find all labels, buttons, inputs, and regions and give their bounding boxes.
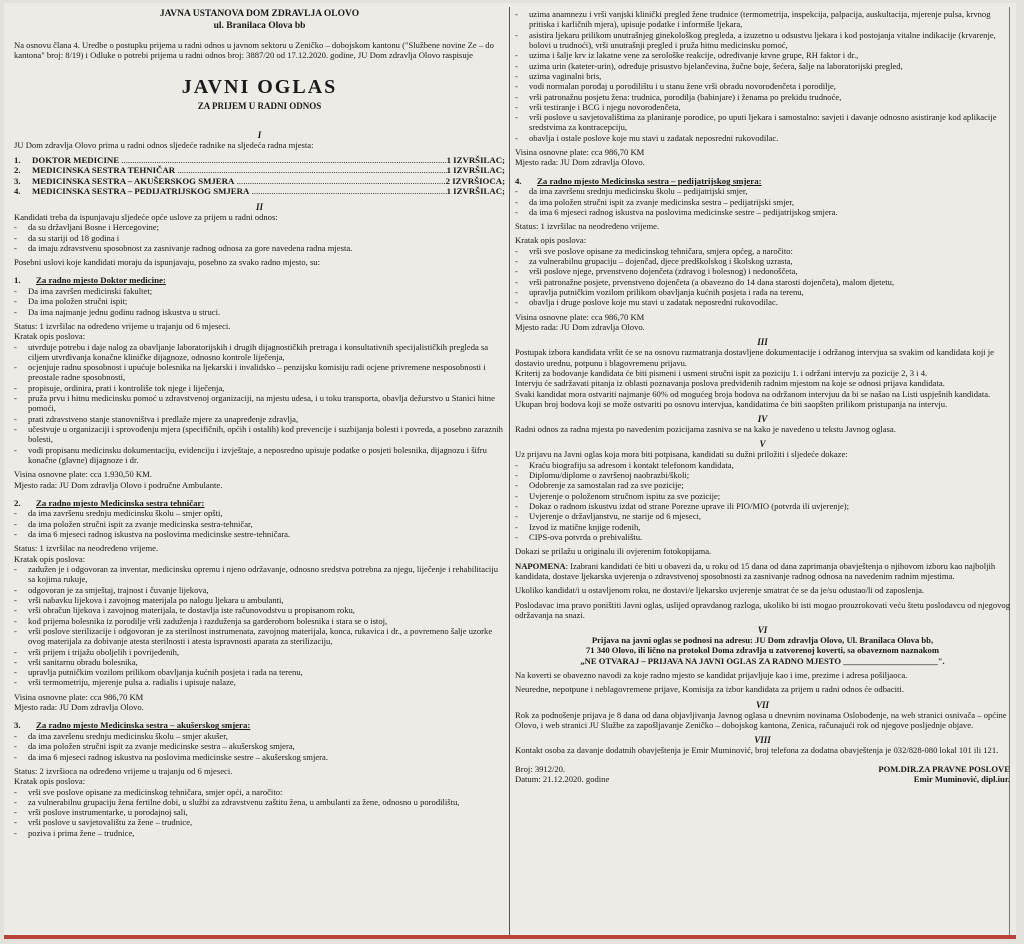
bullet-marker: - bbox=[14, 807, 17, 818]
section-3-p2: Kriterij za bodovanje kandidata će biti pismeni i usmeni stručni ispit za poziciju 1. i održani intervju za pozicije 2, 3 i 4. bbox=[515, 367, 928, 378]
requirement-item bbox=[14, 307, 505, 317]
position-number: 2. bbox=[14, 165, 21, 176]
duty-item-text: za vulnerabilnu grupaciju žena fertilne dobi, u službi za zdravstvenu zaštitu žena, u ambulanti za žene, odnosno u porodilištu, bbox=[28, 796, 460, 807]
position-2-salary: Visina osnovne plate: cca 986,70 KM bbox=[14, 691, 144, 702]
position-2-status: Status: 1 izvršilac na neodređeno vrijeme. bbox=[14, 543, 159, 554]
position-4-duties-label: Kratak opis poslova: bbox=[515, 235, 587, 246]
bullet-marker: - bbox=[14, 341, 17, 352]
bullet-marker: - bbox=[14, 362, 17, 373]
document-item bbox=[515, 522, 1010, 532]
duty-item bbox=[515, 246, 1010, 256]
requirement-item-text: da ima položen stručni ispit za zvanje medicinska sestra – pedijatrijski smjer, bbox=[529, 196, 795, 207]
duty-item-text: vrši sve poslove opisane za medicinskog tehničara, smjera općeg, a naročito: bbox=[529, 245, 793, 256]
position-1-status: Status: 1 izvršilac na određeno vrijeme u trajanju od 6 mjeseci. bbox=[14, 320, 231, 331]
position-1-duties-label: Kratak opis poslova: bbox=[14, 331, 86, 342]
duty-item bbox=[14, 605, 505, 615]
section-5-number: V bbox=[759, 439, 766, 450]
note-text: : Izabrani kandidati će biti u obavezi da, u roku od 15 dana od dana zaprimanja obavještenja o njihovom izboru kao najboljih kandidata, dostave ljekarska uvjerenja o zdravstvenoj sposobnosti za zasnivanje radnog odnosa na navedenim radnim mjestima. bbox=[515, 560, 996, 581]
general-condition bbox=[14, 243, 505, 253]
section-8-p1: Kontakt osoba za davanje dodatnih obavještenja je Emir Muminović, broj telefona za dodatna obavještenja je 032/828-080 lokal 101 ili 121. bbox=[515, 745, 999, 756]
requirement-item bbox=[14, 731, 505, 741]
document-item-text: Izvod iz matične knjige rođenih, bbox=[529, 521, 641, 532]
position-4-status: Status: 1 izvršilac na neodređeno vrijeme. bbox=[515, 221, 660, 232]
position-3-duties-label: Kratak opis poslova: bbox=[14, 776, 86, 787]
bullet-marker: - bbox=[515, 81, 518, 92]
duty-item-text: uzima anamnezu i vrši vanjski klinički pregled žene trudnice (termometrija, inspekcija, palpacija, auskultacija, mjerenje pulsa, krvnog pritiska i karličnih mjera), upisuje podatke i informiše ljekara, bbox=[529, 9, 991, 30]
position-count: 1 IZVRŠILAC; bbox=[446, 186, 505, 197]
general-condition bbox=[14, 222, 505, 232]
section-1-number: I bbox=[257, 130, 262, 141]
bullet-marker: - bbox=[14, 817, 17, 828]
page-subtitle: ZA PRIJEM U RADNI ODNOS bbox=[197, 101, 322, 112]
position-2-requirements bbox=[14, 508, 505, 539]
position-4-heading: 4. Za radno mjesto Medicinska sestra – pedijatrijskog smjera: bbox=[515, 175, 762, 186]
duty-item-text: uzima vaginalni bris, bbox=[529, 70, 602, 81]
bullet-marker: - bbox=[14, 306, 17, 317]
bullet-marker: - bbox=[14, 382, 17, 393]
bullet-marker: - bbox=[14, 751, 17, 762]
bullet-marker: - bbox=[515, 70, 518, 81]
position-list-item bbox=[14, 176, 505, 187]
position-3-place: Mjesto rada: JU Dom zdravlja Olovo. bbox=[515, 157, 645, 168]
duty-item bbox=[515, 71, 1010, 81]
duty-item bbox=[14, 424, 505, 445]
document-item-text: Odobrenje za samostalan rad za sve pozicije; bbox=[529, 480, 684, 491]
position-count: 2 IZVRŠIOCA; bbox=[445, 175, 505, 186]
position-3-duties bbox=[14, 787, 505, 839]
bullet-marker: - bbox=[14, 677, 17, 688]
signer-name: Emir Muminović, dipl.iur. bbox=[913, 773, 1010, 784]
duty-item-text: poziva i prima žene – trudnice, bbox=[28, 827, 135, 838]
position-1-heading: 1. Za radno mjesto Doktor medicine: bbox=[14, 275, 166, 286]
section-5-intro: Uz prijavu na Javni oglas koja mora biti potpisana, kandidati su dužni priložiti i sljedeće dokaze: bbox=[515, 449, 848, 460]
reference-date: Datum: 21.12.2020. godine bbox=[515, 773, 610, 784]
intro-paragraph: Na osnovu člana 4. Uredbe o postupku prijema u radni odnos u javnom sektoru u Zeničko – dobojskom kantonu ("Službene novine Ze – do kantona" broj: 8/19) i Odluke o potrebi prijema u radni odnos broj: 3887/20 od 17.12.2020. godine, JU Dom zdravlja Olovo raspisuje bbox=[14, 39, 494, 61]
requirement-item bbox=[14, 752, 505, 762]
duty-item bbox=[14, 667, 505, 677]
section-4-p1: Radni odnos za radna mjesta po navedenim pozicijama zasniva se na kako je navedeno u tekstu Javnog oglasa. bbox=[515, 424, 896, 435]
requirement-item-text: Da ima završen medicinski fakultet; bbox=[28, 285, 153, 296]
position-number: 3. bbox=[14, 175, 21, 186]
duty-item bbox=[14, 362, 505, 383]
position-4-requirements bbox=[515, 186, 1010, 217]
special-conditions-intro: Posebni uslovi koje kandidati moraju da ispunjavaju, posebno za svako radno mjesto, su: bbox=[14, 257, 320, 268]
position-list-item bbox=[14, 186, 505, 197]
position-name: MEDICINSKA SESTRA – PEDIJATRIJSKOG SMJERA ..... bbox=[32, 186, 447, 197]
section-6-address-line3: „NE OTVARAJ – PRIJAVA NA JAVNI OGLAS ZA RADNO MJESTO ______________________". bbox=[580, 655, 945, 666]
section-6-number: VI bbox=[757, 625, 768, 636]
requirement-item-text: da ima završenu srednju medicinsku školu – smjer opšti, bbox=[28, 508, 223, 519]
duty-item-text: vrši patronažne posjete, prvenstveno dojenčeta (a obavezno do 14 dana starosti dojenčeta), malom djetetu, bbox=[529, 276, 895, 287]
section-3-p1: Postupak izbora kandidata vršit će se na osnovu razmatranja dostavljene dokumentacije i održanog intervjua sa svakim od kandidata koji je dostavio urednu, potpunu i blagovremenu prijavu. bbox=[515, 347, 994, 368]
general-condition-text: da imaju zdravstvenu sposobnost za zasnivanje radnog odnosa za gore navedena radna mjesta. bbox=[28, 242, 353, 253]
bullet-marker: - bbox=[14, 584, 17, 595]
bullet-marker: - bbox=[515, 50, 518, 61]
bullet-marker: - bbox=[14, 232, 17, 243]
duty-item-text: kod prijema bolesnika iz porodilje vrši zaduženja i razduženja sa garderobom bolesnika i stara se o istoj, bbox=[28, 615, 388, 626]
position-4-salary: Visina osnovne plate: cca 986,70 KM bbox=[515, 311, 645, 322]
duty-item-text: zadužen je i odgovoran za inventar, medicinsku opremu i njeno održavanje, odnosno sredstva potrebna za njegu, liječenje i rehabilitaciju sa kojima rukuje, bbox=[28, 564, 498, 585]
position-number: 1. bbox=[14, 154, 21, 165]
bullet-marker: - bbox=[515, 521, 518, 532]
document-item bbox=[515, 501, 1010, 511]
bullet-marker: - bbox=[14, 222, 17, 233]
requirement-item-text: da ima završenu srednju medicinsku školu – smjer akušer, bbox=[28, 730, 228, 741]
section-5-copies: Dokazi se prilažu u originalu ili ovjerenim fotokopijama. bbox=[515, 546, 712, 557]
bullet-marker: - bbox=[14, 444, 17, 455]
duty-item bbox=[515, 50, 1010, 60]
bottom-color-strip bbox=[4, 935, 1016, 939]
duty-item-text: za vulnerabilnu grupaciju – dojenčad, djece predškolskog i školskog uzrasta, bbox=[529, 256, 793, 267]
bullet-marker: - bbox=[515, 112, 518, 123]
bullet-marker: - bbox=[515, 245, 518, 256]
section-3-number: III bbox=[757, 337, 768, 348]
bullet-marker: - bbox=[515, 287, 518, 298]
position-name: DOKTOR MEDICINE ..... bbox=[32, 155, 447, 166]
section-6-address-line1: Prijava na javni oglas se podnosi na adresu: JU Dom zdravlja Olovo, Ul. Branilaca Olova bb, bbox=[591, 635, 934, 646]
bullet-marker: - bbox=[14, 625, 17, 636]
duty-item-text: pruža prvu i hitnu medicinsku pomoć u zdravstvenoj organizaciji, na mjestu udesa, i u toku transporta, obavlja dežurstvo u Stanici hitne pomoći, bbox=[28, 393, 495, 414]
institution-name: JAVNA USTANOVA DOM ZDRAVLJA OLOVO bbox=[159, 9, 360, 19]
bullet-marker: - bbox=[515, 297, 518, 308]
duty-item bbox=[515, 92, 1010, 102]
requirement-item bbox=[14, 508, 505, 518]
duty-item bbox=[14, 564, 505, 585]
position-count: 1 IZVRŠILAC; bbox=[446, 154, 505, 165]
document-item bbox=[515, 480, 1010, 490]
duty-item bbox=[14, 383, 505, 393]
section-2-intro: Kandidati treba da ispunjavaju sljedeće opće uslove za prijem u radni odnos: bbox=[14, 211, 278, 222]
section-3-p3: Intervju će sadržavati pitanja iz oblasti poznavanja poslova predviđenih radnim mjestom na koje se odnosi prijava kandidata. bbox=[515, 378, 945, 389]
position-list-item bbox=[14, 155, 505, 166]
section-3-p4: Svaki kandidat mora ostvariti najmanje 60% od mogućeg broja bodova na održanom intervjuu da bi se našao na Listi uspješnih kandidata. bbox=[515, 388, 991, 399]
section-8-number: VIII bbox=[754, 735, 771, 746]
bullet-marker: - bbox=[515, 60, 518, 71]
duty-item-text: ocjenjuje radnu sposobnost i upućuje bolesnika na ljekarski i invalidsko – penzijsku komisiju radi ocjene privremene nesposobnosti i preostale radne sposobnosti, bbox=[28, 362, 486, 383]
bullet-marker: - bbox=[14, 615, 17, 626]
column-divider bbox=[509, 7, 510, 935]
requirement-item-text: da ima završenu srednju medicinsku školu – pedijatrijski smjer, bbox=[529, 186, 748, 197]
duty-item bbox=[515, 81, 1010, 91]
duty-item bbox=[14, 626, 505, 647]
duty-item bbox=[515, 277, 1010, 287]
position-1-duties bbox=[14, 342, 505, 466]
duty-item bbox=[515, 297, 1010, 307]
duty-item-text: uzima i šalje krv iz lakatne vene za serološke reakcije, određivanje krvne grupe, RH faktor i dr., bbox=[529, 50, 859, 61]
position-3-status: Status: 2 izvršioca na određeno vrijeme u trajanju od 6 mjeseci. bbox=[14, 765, 233, 776]
bullet-marker: - bbox=[14, 827, 17, 838]
duty-item-text: vrši nabavku lijekova i zavojnog materijala po nalogu ljekara u ambulanti, bbox=[28, 594, 284, 605]
bullet-marker: - bbox=[515, 490, 518, 501]
duty-item bbox=[14, 414, 505, 424]
bullet-marker: - bbox=[14, 564, 17, 575]
document-item-text: Diplomu/diplome o završenoj naobrazbi/školi; bbox=[529, 470, 690, 481]
section-6-address-line2: 71 340 Olovo, ili lično na protokol Doma zdravlja u zatvorenoj koverti, sa obaveznom naznakom bbox=[586, 645, 939, 656]
duty-item-text: vrši testiranje i BCG i njegu novorođenčeta, bbox=[529, 101, 681, 112]
general-condition-text: da su stariji od 18 godina i bbox=[28, 232, 120, 243]
bullet-marker: - bbox=[515, 9, 518, 19]
bullet-marker: - bbox=[14, 296, 17, 307]
duty-item-text: vrši poslove instrumentarke, u porodajnoj sali, bbox=[28, 807, 188, 818]
position-3-salary: Visina osnovne plate: cca 986,70 KM bbox=[515, 147, 645, 158]
duty-item-text: prati zdravstveno stanje stanovništva i predlaže mjere za unapređenje zdravlja, bbox=[28, 413, 299, 424]
requirement-item-text: da ima 6 mjeseci radnog iskustva na poslovima medicinske sestre – pedijatrijskog smjera. bbox=[529, 206, 838, 217]
requirement-item bbox=[14, 296, 505, 306]
position-2-duties bbox=[14, 564, 505, 688]
section-5-fail: Ukoliko kandidat/i u ostavljenom roku, ne dostavi/e ljekarsko uvjerenje smatrat će se da je/su odustao/li od zaposlenja. bbox=[515, 585, 925, 596]
bullet-marker: - bbox=[14, 667, 17, 678]
requirement-item-text: da ima položen stručni ispit za zvanje medicinske sestra – akušerskog smjera, bbox=[28, 741, 295, 752]
section-6-p2: Neuredne, nepotpune i neblagovremene prijave, Komisija za izbor kandidata za prijem u radni odnos će odbaciti. bbox=[515, 684, 904, 695]
position-name: MEDICINSKA SESTRA TEHNIČAR ..... bbox=[32, 165, 447, 176]
footer-reference bbox=[515, 764, 609, 785]
bullet-marker: - bbox=[515, 101, 518, 112]
bullet-marker: - bbox=[14, 413, 17, 424]
duty-item bbox=[14, 677, 505, 687]
bullet-marker: - bbox=[14, 393, 17, 404]
general-conditions-list bbox=[14, 222, 505, 253]
requirement-item-text: Da ima najmanje jednu godinu radnog iskustva u struci. bbox=[28, 306, 221, 317]
duty-item-text: vrši obračun lijekova i zavojnog materijala, te dostavlja iste računovodstvu u propisanom roku, bbox=[28, 605, 355, 616]
position-list-item bbox=[14, 165, 505, 176]
bullet-marker: - bbox=[14, 508, 17, 519]
general-condition-text: da su državljani Bosne i Hercegovine; bbox=[28, 222, 160, 233]
requirement-item bbox=[14, 519, 505, 529]
bullet-marker: - bbox=[515, 480, 518, 491]
bullet-marker: - bbox=[14, 796, 17, 807]
duty-item-text: utvrđuje potrebu i daje nalog za obavljanje laboratorijskih i drugih dijagnostičkih pretraga i konsultativnih specijalističkih pregleda sa ciljem utvrđivanja konačne kliničke dijagnoze, odnosno kontrole liječenja, bbox=[28, 341, 489, 362]
requirement-item bbox=[515, 186, 1010, 196]
requirement-item bbox=[14, 286, 505, 296]
requirement-item bbox=[515, 207, 1010, 217]
positions-list bbox=[14, 155, 505, 197]
bullet-marker: - bbox=[14, 605, 17, 616]
position-3-requirements bbox=[14, 731, 505, 762]
note-label: NAPOMENA bbox=[515, 560, 566, 571]
requirement-item-text: da ima položen stručni ispit za zvanje medicinska sestra-tehničar, bbox=[28, 518, 253, 529]
duty-item-text: vrši poslove u savjetovalištima za planiranje porodice, po uputi ljekara i samostalno: savjeti i davanje odnosno asistiranje kod aplikacije sredstvima za kontracepciju, bbox=[529, 112, 997, 133]
position-4-duties bbox=[515, 246, 1010, 308]
general-condition bbox=[14, 233, 505, 243]
bullet-marker: - bbox=[14, 786, 17, 797]
bullet-marker: - bbox=[515, 531, 518, 542]
duty-item bbox=[14, 342, 505, 363]
position-number: 4. bbox=[14, 186, 21, 197]
duty-item bbox=[515, 133, 1010, 143]
duty-item bbox=[14, 616, 505, 626]
duty-item bbox=[14, 828, 505, 838]
position-3-duties-continued bbox=[515, 9, 1010, 143]
bullet-marker: - bbox=[515, 206, 518, 217]
bullet-marker: - bbox=[515, 501, 518, 512]
bullet-marker: - bbox=[14, 594, 17, 605]
document-item bbox=[515, 511, 1010, 521]
section-5-note bbox=[515, 561, 1010, 582]
position-count: 1 IZVRŠILAC; bbox=[446, 165, 505, 176]
duty-item-text: odgovoran je za smještaj, trajnost i čuvanje lijekova, bbox=[28, 584, 209, 595]
requirement-item bbox=[14, 741, 505, 751]
signer-title: POM.DIR.ZA PRAVNE POSLOVE bbox=[878, 763, 1010, 774]
left-column bbox=[14, 9, 505, 935]
duty-item bbox=[14, 797, 505, 807]
bullet-marker: - bbox=[515, 266, 518, 277]
position-1-place: Mjesto rada: JU Dom zdravlja Olovo i područne Ambulante. bbox=[14, 479, 223, 490]
section-7-p1: Rok za podnošenje prijava je 8 dana od dana objavljivanja Javnog oglasa u dnevnim novinama Oslobođenje, na web stranici osnivača – općine Olovo, i web stranici JU Službe za zapošljavanje Zeničko – dobojskog kantona, Zenica, računajući rok od njegove posljednje objave. bbox=[515, 709, 1007, 731]
duty-item bbox=[14, 647, 505, 657]
bullet-marker: - bbox=[515, 276, 518, 287]
duty-item bbox=[14, 595, 505, 605]
document-item bbox=[515, 460, 1010, 470]
duty-item-text: uzima urin (kateter-urin), određuje prisustvo bjelančevina, žučne boje, šećera, šalje na laboratorijski pregled, bbox=[529, 60, 903, 71]
position-2-place: Mjesto rada: JU Dom zdravlja Olovo. bbox=[14, 702, 144, 713]
duty-item bbox=[515, 256, 1010, 266]
bullet-marker: - bbox=[515, 196, 518, 207]
duty-item bbox=[515, 30, 1010, 51]
section-6-p1: Na koverti se obavezno navodi za koje radno mjesto se kandidat prijavljuje kao i ime, prezime i adresa pošiljaoca. bbox=[515, 670, 908, 681]
position-name: MEDICINSKA SESTRA – AKUŠERSKOG SMJERA ..... bbox=[32, 176, 446, 187]
bullet-marker: - bbox=[14, 646, 17, 657]
duty-item bbox=[515, 266, 1010, 276]
bullet-marker: - bbox=[14, 741, 17, 752]
required-documents-list bbox=[515, 460, 1010, 543]
duty-item-text: vrši sanitarnu obradu bolesnika, bbox=[28, 656, 138, 667]
duty-item-text: vrši prijem i trijažu oboljelih i povrijeđenih, bbox=[28, 646, 180, 657]
duty-item bbox=[14, 393, 505, 414]
requirement-item bbox=[515, 197, 1010, 207]
bullet-marker: - bbox=[515, 511, 518, 522]
newspaper-page bbox=[4, 3, 1016, 939]
position-1-requirements bbox=[14, 286, 505, 317]
bullet-marker: - bbox=[515, 29, 518, 40]
bullet-marker: - bbox=[14, 518, 17, 529]
position-3-heading: 3. Za radno mjesto Medicinska sestra – akušerskog smjera: bbox=[14, 720, 251, 731]
right-column bbox=[515, 9, 1010, 935]
duty-item bbox=[14, 807, 505, 817]
bullet-marker: - bbox=[14, 529, 17, 540]
duty-item-text: upravlja putničkim vozilom prilikom obavljanja kućnih posjeta i rada na terenu, bbox=[28, 667, 303, 678]
duty-item bbox=[14, 787, 505, 797]
duty-item bbox=[515, 61, 1010, 71]
bullet-marker: - bbox=[14, 285, 17, 296]
bullet-marker: - bbox=[14, 730, 17, 741]
document-item bbox=[515, 532, 1010, 542]
page-title: JAVNI OGLAS bbox=[181, 76, 338, 99]
position-2-heading: 2. Za radno mjesto Medicinska sestra tehničar: bbox=[14, 497, 205, 508]
duty-item-text: asistira ljekaru prilikom unutrašnjeg ginekološkog pregleda, a izuzetno u odsustvu ljekara i kod postojanja vitalne indikacije (krvarenje, bolovi u trudnoći), vrši unutrašnji pregled i pruža hitnu medicinsku pomoć, bbox=[529, 29, 996, 50]
duty-item-text: obavlja i druge poslove koje mu stavi u zadatak neposredni rukovodilac. bbox=[529, 297, 778, 308]
signature-block bbox=[878, 764, 1010, 785]
duty-item bbox=[515, 112, 1010, 133]
requirement-item-text: da ima 6 mjeseci radnog iskustva na poslovima medicinske sestre-tehničara. bbox=[28, 529, 291, 540]
bullet-marker: - bbox=[14, 656, 17, 667]
section-1-intro: JU Dom zdravlja Olovo prima u radni odnos sljedeće radnike na sljedeća radna mjesta: bbox=[14, 140, 314, 151]
reference-number: Broj: 3912/20. bbox=[515, 763, 566, 774]
document-item bbox=[515, 470, 1010, 480]
bullet-marker: - bbox=[515, 459, 518, 470]
document-item-text: Dokaz o radnom iskustvu izdat od strane Poreznе uprave ili PIO/MIO (potvrda ili uvjerenje); bbox=[529, 501, 850, 512]
position-1-salary: Visina osnovne plate: cca 1.930,50 KM. bbox=[14, 469, 152, 480]
duty-item-text: vodi normalan porođaj u porodilištu i u stanu žene vrši obradu novorođenčeta i porodilje, bbox=[529, 81, 836, 92]
duty-item-text: vodi propisanu medicinsku dokumentaciju, evidenciju i izvještaje, a neposredno upisuje podatke o posjeti bolesnika, dijagnozu i šifru konačne (glavne) dijagnoze i dr. bbox=[28, 444, 487, 465]
document-item-text: Uvjerenje o položenom stručnom ispitu za sve pozicije; bbox=[529, 490, 721, 501]
duty-item bbox=[14, 445, 505, 466]
bullet-marker: - bbox=[515, 256, 518, 267]
requirement-item-text: da ima 6 mjeseci radnog iskustva na poslovima medicinske sestre – akušerskog smjera. bbox=[28, 751, 328, 762]
position-2-duties-label: Kratak opis poslova: bbox=[14, 553, 86, 564]
duty-item-text: vrši poslove sterilizacije i odgovoran je za sterilnost instrumenata, zavojnog materijala, konca, rukavica i dr., a povremeno šalje uzorke ovog materijala za dobivanje atesta sterilnosti i atesta ispravnosti aparata za sterilizaciju, bbox=[28, 625, 493, 647]
section-2-number: II bbox=[255, 201, 263, 212]
duty-item-text: vrši sve poslove opisane za medicinskog tehničara, smjer opći, a naročito: bbox=[28, 786, 283, 797]
duty-item bbox=[515, 102, 1010, 112]
institution-address: ul. Branilaca Olova bb bbox=[213, 20, 306, 31]
bullet-marker: - bbox=[515, 132, 518, 143]
duty-item bbox=[515, 9, 1010, 30]
document-item-text: Kraću biografiju sa adresom i kontakt telefonom kandidata, bbox=[529, 459, 734, 470]
duty-item-text: obavlja i ostale poslove koje mu stavi u zadatak neposredni rukovodilac. bbox=[529, 132, 779, 143]
section-7-number: VII bbox=[755, 699, 769, 710]
duty-item-text: vrši poslove u savjetovalištu za žene – trudnice, bbox=[28, 817, 193, 828]
requirement-item bbox=[14, 529, 505, 539]
duty-item bbox=[14, 657, 505, 667]
duty-item-text: vrši poslove njege, prvenstveno dojenčeta (zdravog i bolesnog) i nedonoščeta, bbox=[529, 266, 798, 277]
duty-item-text: učestvuje u organizaciji i sprovođenju mjera (specifičnih, općih i ostalih) kod prevencije i suzbijanja bolesti i povreda, a posebno zaraznih bolesti, bbox=[28, 424, 503, 445]
footer bbox=[515, 764, 1010, 785]
bullet-marker: - bbox=[14, 424, 17, 435]
position-4-place: Mjesto rada: JU Dom zdravlja Olovo. bbox=[515, 321, 645, 332]
bullet-marker: - bbox=[14, 242, 17, 253]
document-item-text: CIPS-ova potvrda o prebivalištu. bbox=[529, 531, 643, 542]
duty-item-text: vrši termometriju, mjerenje pulsa a. radialis i upisuje nalaze, bbox=[28, 677, 236, 688]
duty-item bbox=[515, 287, 1010, 297]
duty-item bbox=[14, 817, 505, 827]
document-item-text: Uvjerenje o državljanstvu, ne starije od 6 mjeseci, bbox=[529, 511, 702, 522]
bullet-marker: - bbox=[515, 470, 518, 481]
section-3-p5: Ukupan broj bodova koji se može ostvariti po osnovu intervjua, kandidatima će biti saopšten prilikom pristupanja na intervju. bbox=[515, 398, 948, 409]
bullet-marker: - bbox=[515, 186, 518, 197]
bullet-marker: - bbox=[515, 91, 518, 102]
duty-item bbox=[14, 585, 505, 595]
duty-item-text: vrši patronažnu posjetu žena: trudnica, porodilja (babinjare) i ženama po prekidu trudnoće, bbox=[529, 91, 842, 102]
requirement-item-text: Da ima položen stručni ispit; bbox=[28, 296, 128, 307]
duty-item-text: upravlja putničkim vozilom prilikom obavljanja kućnih posjeta i rada na terenu, bbox=[529, 287, 804, 298]
document-item bbox=[515, 491, 1010, 501]
section-5-cancel: Poslodavac ima pravo poništiti Javni oglas, uslijed opravdanog razloga, ukoliko bi isti mogao prouzrokovati veću štetu poslodavcu od njegovog održavanja na snazi. bbox=[515, 599, 1010, 620]
duty-item-text: propisuje, ordinira, prati i kontroliše tok njege i liječenja, bbox=[28, 382, 225, 393]
section-4-number: IV bbox=[757, 414, 768, 425]
